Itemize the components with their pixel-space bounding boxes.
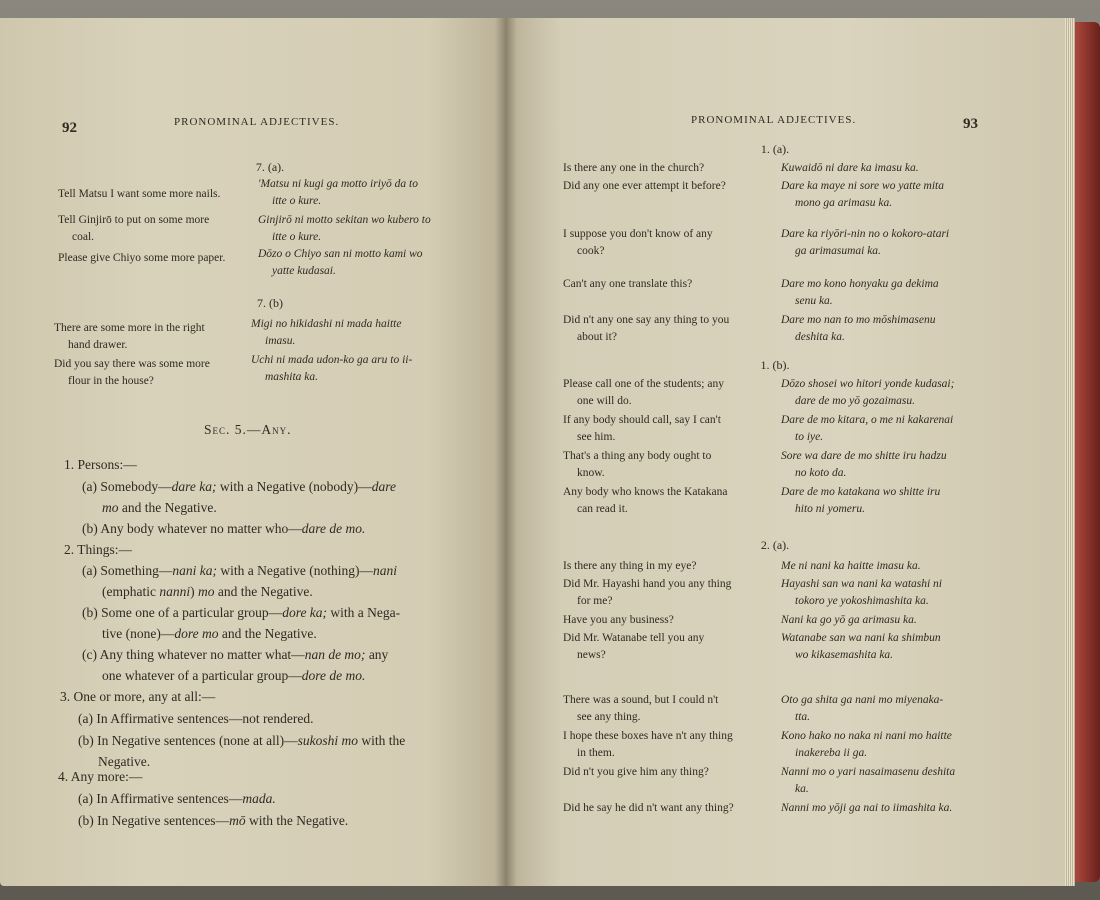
japanese-sentence: Kuwaidō ni dare ka imasu ka. [781,162,919,174]
outline-item: (a) Somebody—dare ka; with a Negative (nobody)—dare mo and the Negative. [82,479,396,515]
english-sentence: I suppose you don't know of any cook? [563,228,713,257]
english-sentence: Any body who knows the Katakana can read it. [563,486,728,515]
english-sentence: Did he say he did n't want any thing? [563,802,734,814]
english-sentence: I hope these boxes have n't any thing in them. [563,730,733,759]
japanese-sentence: Dare ka maye ni sore wo yatte mita mono ga arimasu ka. [781,180,944,209]
english-sentence: Please give Chiyo some more paper. [58,252,226,264]
japanese-sentence: Dare mo kono honyaku ga dekima senu ka. [781,278,939,307]
japanese-sentence: Dōzo shosei wo hitori yonde kudasai; dare de mo yō gozaimasu. [781,378,955,407]
japanese-sentence: Nani ka go yō ga arimasu ka. [781,614,917,626]
english-sentence: If any body should call, say I can't see him. [563,414,721,443]
english-sentence: Can't any one translate this? [563,278,693,290]
left-page [0,18,505,886]
japanese-sentence: Migi no hikidashi ni mada haitte imasu. [251,318,402,347]
japanese-sentence: Nanni mo o yari nasaimasenu deshita ka. [781,766,956,795]
outline-item: (a) In Affirmative sentences—mada. [78,791,276,806]
japanese-sentence: Dare de mo kitara, o me ni kakarenai to iye. [781,414,954,443]
page-number: 92 [62,120,77,136]
english-sentence: Have you any business? [563,614,674,626]
japanese-sentence: Sore wa dare de mo shitte iru hadzu no koto da. [781,450,947,479]
outline-item: (b) Any body whatever no matter who—dare de mo. [82,521,366,536]
japanese-sentence: Dōzo o Chiyo san ni motto kami wo yatte kudasai. [258,248,423,277]
subsection-label: 7. (b) [257,296,283,310]
outline-item: (b) In Negative sentences (none at all)—sukoshi mo with the Negative. [78,733,406,769]
japanese-sentence: Dare mo nan to mo mōshimasenu deshita ka. [781,314,936,343]
outline-item: (b) Some one of a particular group—dore ka; with a Nega- tive (none)—dore mo and the Negative. [82,605,401,641]
outline-heading: 3. One or more, any at all:— [60,689,216,704]
japanese-sentence: Hayashi san wa nani ka watashi ni tokoro ye yokoshimashita ka. [781,578,943,607]
section-title: Sec. 5.—Any. [204,422,292,437]
japanese-sentence: Dare de mo katakana wo shitte iru hito ni yomeru. [781,486,941,515]
outline-heading: 4. Any more:— [58,769,143,784]
japanese-sentence: 'Matsu ni kugi ga motto iriyō da to itte o kure. [258,178,418,207]
outline-heading: 1. Persons:— [64,457,137,472]
english-sentence: Did n't you give him any thing? [563,766,709,778]
subsection-label: 7. (a). [255,160,285,174]
japanese-sentence: Uchi ni mada udon-ko ga aru to ii- mashita ka. [251,354,413,383]
subsection-label: 1. (a). [760,142,790,156]
english-sentence: There are some more in the right hand drawer. [54,322,205,351]
english-sentence: Did Mr. Hayashi hand you any thing for me? [563,578,732,607]
english-sentence: Did Mr. Watanabe tell you any news? [563,632,705,661]
english-sentence: Did n't any one say any thing to you about it? [563,314,730,343]
japanese-sentence: Watanabe san wa nani ka shimbun wo kikasemashita ka. [781,632,941,661]
outline-item: (b) In Negative sentences—mō with the Negative. [78,813,349,828]
japanese-sentence: Nanni mo yōji ga nai to iimashita ka. [781,802,953,814]
japanese-sentence: Kono hako no naka ni nani mo haitte inakereba ii ga. [781,730,952,759]
japanese-sentence: Dare ka riyōri-nin no o kokoro-atari ga arimasumai ka. [781,228,950,257]
running-head: PRONOMINAL ADJECTIVES. [174,116,340,128]
english-sentence: Did any one ever attempt it before? [563,180,726,192]
japanese-sentence: Oto ga shita ga nani mo miyenaka- tta. [781,694,944,723]
page-edge [1065,18,1075,886]
outline-item: (a) Something—nani ka; with a Negative (nothing)—nani (emphatic nanni) mo and the Negative. [82,563,397,599]
subsection-label: 1. (b). [760,358,790,372]
english-sentence: Did you say there was some more flour in the house? [54,358,210,387]
outline-heading: 2. Things:— [64,542,133,557]
english-sentence: Tell Matsu I want some more nails. [58,188,221,200]
english-sentence: Is there any thing in my eye? [563,560,697,572]
right-page [505,18,1075,886]
outline-item: (c) Any thing whatever no matter what—nan de mo; any one whatever of a particular group—dore de mo. [82,647,389,683]
running-head: PRONOMINAL ADJECTIVES. [691,114,857,126]
english-sentence: Is there any one in the church? [563,162,705,174]
english-sentence: There was a sound, but I could n't see any thing. [563,694,719,723]
english-sentence: Please call one of the students; any one will do. [563,378,724,407]
book-gutter [495,18,517,886]
english-sentence: Tell Ginjirō to put on some more coal. [58,214,210,243]
japanese-sentence: Me ni nani ka haitte imasu ka. [781,560,921,572]
page-number: 93 [963,116,978,132]
outline-item: (a) In Affirmative sentences—not rendered. [78,711,314,726]
english-sentence: That's a thing any body ought to know. [563,450,712,479]
subsection-label: 2. (a). [760,538,790,552]
japanese-sentence: Ginjirō ni motto sekitan wo kubero to itte o kure. [258,214,431,243]
